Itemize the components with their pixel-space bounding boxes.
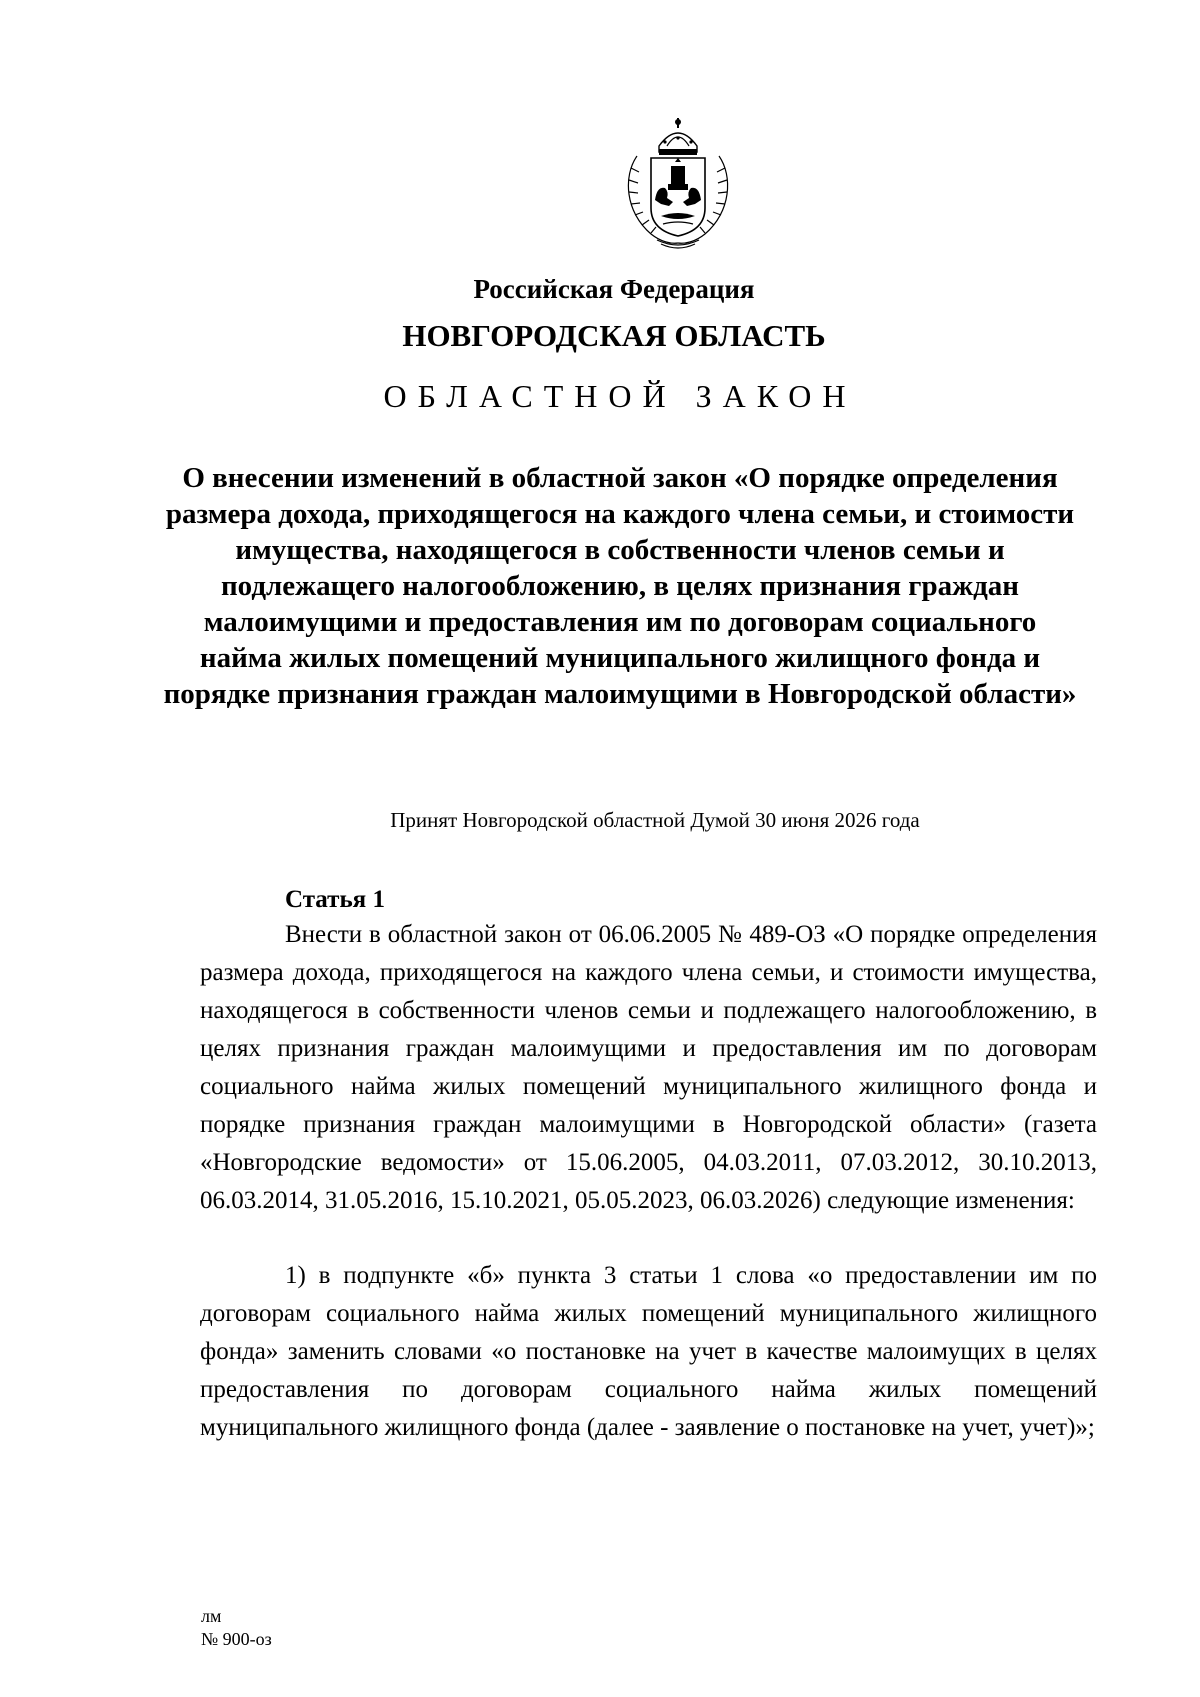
article-heading: Статья 1 — [285, 886, 385, 913]
article-paragraph: 1) в подпункте «б» пункта 3 статьи 1 слова «о предоставлении им по договорам социального найма жилых помещений муниципального жилищного фонда» заменить словами «о постановке на учет в качестве малоимущих в целях предоставления по договорам социального найма жилых помещений муниципального жилищного фонда (далее - заявление о постановке на учет, учет)»; — [200, 1262, 1097, 1441]
law-number: № 900-оз — [201, 1629, 272, 1649]
adoption-note: Принят Новгородской областной Думой 30 июня 2026 года — [390, 808, 920, 832]
document-footer — [201, 1605, 272, 1651]
coat-of-arms-icon — [617, 116, 739, 252]
executor-initials: лм — [201, 1606, 222, 1626]
law-title: О внесении изменений в областной закон «О порядке определения размера дохода, приходящегося на каждого члена семьи, и стоимости имущества, находящегося в собственности членов семьи и подлежащего налогообложению, в целях признания граждан малоимущими и предоставления им по договорам социального найма жилых помещений муниципального жилищного фонда и порядке признания граждан малоимущими в Новгородской области» — [163, 462, 1077, 710]
article-paragraph: Внести в областной закон от 06.06.2005 № 489-ОЗ «О порядке определения размера дохода, приходящегося на каждого члена семьи, и стоимости имущества, находящегося в собственности членов семьи и подлежащего налогообложению, в целях признания граждан малоимущими и предоставления им по договорам социального найма жилых помещений муниципального жилищного фонда и порядке признания граждан малоимущими в Новгородской области» (газета «Новгородские ведомости» от 15.06.2005, 04.03.2011, 07.03.2012, 30.10.2013, 06.03.2014, 31.05.2016, 15.10.2021, 05.05.2023, 06.03.2026) следующие изменения: — [200, 921, 1097, 1214]
region-name: НОВГОРОДСКАЯ ОБЛАСТЬ — [402, 318, 826, 353]
country-name: Российская Федерация — [473, 274, 755, 304]
document-type: ОБЛАСТНОЙ ЗАКОН — [383, 378, 857, 414]
